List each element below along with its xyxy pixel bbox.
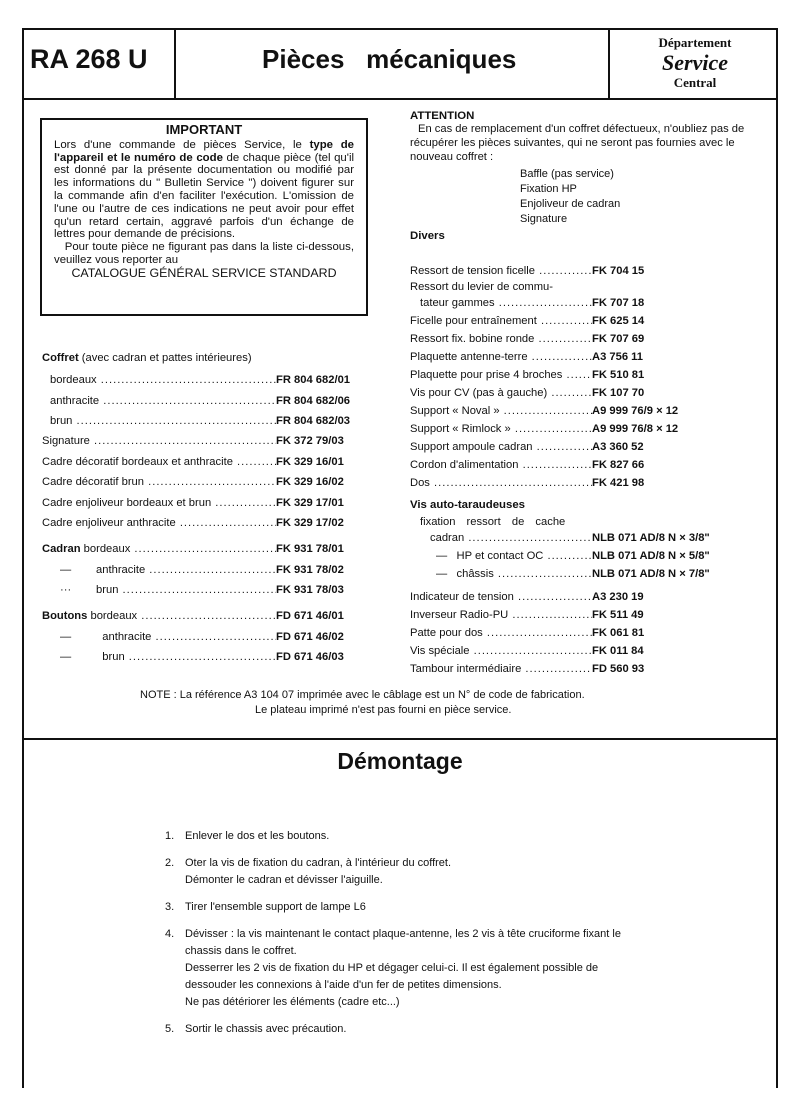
part-row [42,370,368,390]
part-row [410,438,770,456]
part-reference: FK 511 49 [592,609,644,621]
important-text: Pour toute pièce ne figurant pas dans la liste ci-dessous, veuillez vous reporter au [54,241,354,266]
attention-item: Enjoliveur de cadran [520,198,621,210]
part-label: Inverseur Radio-PU ..... [410,609,592,621]
part-row [42,452,368,472]
part-label: brun ..... [42,415,276,427]
part-row [42,627,368,647]
part-label: Indicateur de tension ..... [410,591,592,603]
part-label: Support « Rimlock » ..... [410,423,592,435]
part-label: Cadre enjoliveur anthracite ..... [42,517,276,529]
part-row [42,539,368,559]
part-label: ··· brun ..... [42,584,276,596]
part-label: Dos ..... [410,477,592,489]
part-reference: FK 107 70 [592,387,645,399]
part-reference: FK 707 18 [592,297,645,309]
part-label: — anthracite ..... [42,631,276,643]
part-reference: FK 931 78/02 [276,563,344,576]
part-label: Cadran bordeaux ..... [42,543,276,555]
note [140,688,585,718]
part-reference: FR 804 682/06 [276,394,351,407]
part-label: Vis pour CV (pas à gauche) ..... [410,387,592,399]
part-reference: A3 230 19 [592,591,644,603]
part-reference: NLB 071 AD/8 N × 7/8" [592,568,710,580]
note-line: Le plateau imprimé n'est pas fourni en pièce service. [255,704,512,716]
part-row [410,660,770,678]
step-item [165,1021,645,1038]
part-label: Cadre enjoliveur bordeaux et brun ..... [42,497,276,509]
dept-bottom: Central [673,75,717,90]
part-label: Cadre décoratif brun ..... [42,476,276,488]
part-reference: A3 360 52 [592,441,644,453]
attention-title: ATTENTION [410,110,475,122]
step-item [165,899,645,916]
important-text: Lors d'une commande de pièces Service, le [54,138,310,151]
step-text: Dévisser : la vis maintenant le contact plaque-antenne, les 2 vis à tête cruciforme fixant le chassis dans le coffret. Desserrer les 2 vis de fixation du HP et dégager celui-ci. Il est également possible de dessouder les connexions à l'aide d'un fer de petites dimensions. Ne pas détériorer les éléments (cadre etc...) [185,928,621,1008]
note-line: NOTE : La référence A3 104 07 imprimée avec le câblage est un N° de code de fabrication. [140,689,585,701]
step-text: Oter la vis de fixation du cadran, à l'intérieur du coffret. Démonter le cadran et dévisser l'aiguille. [185,857,452,886]
part-label: anthracite ..... [42,395,276,407]
part-row [42,580,368,600]
part-row [42,492,368,512]
part-reference: FK 931 78/03 [276,584,344,597]
part-reference: FK 061 81 [592,627,645,639]
part-reference: FK 329 16/02 [276,476,344,489]
step-number: 4. [165,928,175,940]
part-label: — brun ..... [42,651,276,663]
catalogue-name: CATALOGUE GÉNÉRAL SERVICE STANDARD [71,265,337,280]
step-item [165,855,645,889]
part-row [42,472,368,492]
part-row [410,547,770,565]
right-parts-list [410,262,770,678]
part-row [410,294,770,312]
part-reference: FK 704 15 [592,265,645,277]
attention-item: Fixation HP [520,183,577,195]
step-number: 3. [165,901,175,913]
important-text: de chaque pièce (tel qu'il est donné par la présente documentation ou modifié par les informations du " Bulletin Service ") doivent figurer sur la commande afin d'en faciliter l'exécution. L'omission de l'une ou l'autre de ces indications ne peut avoir pour effet qu'un retard certain, aggravé parfois d'un échange de lettres pour demande de précisions. [54,151,355,241]
important-emphasis: type de l'appareil et le numéro de code [54,138,354,164]
page-title: Pièces mécaniques [262,44,517,74]
left-parts-list [42,352,368,667]
header [22,28,778,100]
model-number: RA 268 U [30,44,148,74]
important-box [40,118,368,316]
part-row [410,456,770,474]
part-label: tateur gammes ..... [410,297,592,309]
dept-service: Service [662,50,728,75]
vis-heading: Vis auto-taraudeuses [410,499,526,511]
part-label: — HP et contact OC ..... [410,550,592,562]
part-reference: FD 671 46/02 [276,630,344,643]
part-label: Plaquette pour prise 4 broches ..... [410,369,592,381]
part-reference: FK 931 78/01 [276,543,344,556]
step-text: Enlever le dos et les boutons. [185,830,330,842]
part-row [410,384,770,402]
part-label: cadran ..... [410,532,592,544]
part-label: Signature ..... [42,435,276,447]
part-reference: FK 707 69 [592,333,645,345]
part-label: Boutons bordeaux ..... [42,610,276,622]
part-reference: FD 560 93 [592,663,645,675]
part-label: Cadre décoratif bordeaux et anthracite ..... [42,456,276,468]
part-row [410,402,770,420]
part-row [410,529,770,547]
divers-heading: Divers [410,230,445,242]
step-text: Sortir le chassis avec précaution. [185,1023,347,1035]
part-label: Support « Noval » ..... [410,405,592,417]
part-row [42,606,368,626]
step-item [165,926,645,1011]
part-reference: FK 510 81 [592,369,645,381]
part-row [42,411,368,431]
part-row [410,348,770,366]
part-reference: FK 827 66 [592,459,645,471]
step-item [165,828,645,845]
part-reference: FR 804 682/01 [276,374,351,387]
part-row [410,642,770,660]
part-row [42,431,368,451]
part-label: Plaquette antenne-terre ..... [410,351,592,363]
part-label: Patte pour dos ..... [410,627,592,639]
dept-top: Département [658,35,732,50]
part-label: fixation ressort de cache [420,516,566,528]
header-divider [174,30,176,98]
part-label: Ressort fix. bobine ronde ..... [410,333,592,345]
coffret-heading: Coffret (avec cadran et pattes intérieures) [42,352,252,364]
part-row [410,565,770,583]
part-label: Cordon d'alimentation ..... [410,459,592,471]
part-row [42,390,368,410]
step-number: 1. [165,830,175,842]
part-reference: FK 329 17/02 [276,516,344,529]
part-row [410,624,770,642]
step-number: 5. [165,1023,175,1035]
part-row [42,513,368,533]
part-reference: A9 999 76/8 × 12 [592,423,679,435]
department-logo [620,34,770,92]
part-row [42,647,368,667]
part-reference: A3 756 11 [592,351,644,363]
part-label: Ficelle pour entraînement ..... [410,315,592,327]
part-label: Ressort de tension ficelle ..... [410,265,592,277]
part-reference: FD 671 46/03 [276,651,344,664]
part-label: Ressort du levier de commu- [410,281,554,293]
part-label: Vis spéciale ..... [410,645,592,657]
part-reference: FR 804 682/03 [276,414,351,427]
part-label: Tambour intermédiaire ..... [410,663,592,675]
part-reference: FK 329 17/01 [276,496,344,509]
part-row [410,588,770,606]
important-title: IMPORTANT [165,122,243,137]
part-reference: FK 329 16/01 [276,455,344,468]
part-reference: NLB 071 AD/8 N × 5/8" [592,550,710,562]
part-reference: FK 372 79/03 [276,435,344,448]
steps-list [165,828,645,1048]
part-reference: A9 999 76/9 × 12 [592,405,679,417]
part-label: Support ampoule cadran ..... [410,441,592,453]
part-reference: NLB 071 AD/8 N × 3/8" [592,532,710,544]
part-row [410,330,770,348]
part-row [410,262,770,280]
part-reference: FK 421 98 [592,477,645,489]
divider [24,738,776,740]
part-label: bordeaux ..... [42,374,276,386]
attention-text: En cas de remplacement d'un coffret défectueux, n'oubliez pas de récupérer les pièces suivantes, qui ne seront pas fournies avec le nouveau coffret : [410,123,745,163]
part-row [410,606,770,624]
section-title: Démontage [337,748,463,774]
header-divider [608,30,610,98]
part-reference: FD 671 46/01 [276,610,344,623]
step-text: Tirer l'ensemble support de lampe L6 [185,901,366,913]
part-row [410,420,770,438]
step-number: 2. [165,857,175,869]
attention-block [410,110,770,242]
part-row [410,474,770,492]
part-label: — anthracite ..... [42,564,276,576]
attention-item: Signature [520,213,568,225]
part-reference: FK 011 84 [592,645,644,657]
part-reference: FK 625 14 [592,315,645,327]
part-row [410,312,770,330]
part-row [410,366,770,384]
part-label: — châssis ..... [410,568,592,580]
left-border [22,28,24,1088]
part-row [42,560,368,580]
right-border [776,28,778,1088]
attention-item: Baffle (pas service) [520,168,614,180]
